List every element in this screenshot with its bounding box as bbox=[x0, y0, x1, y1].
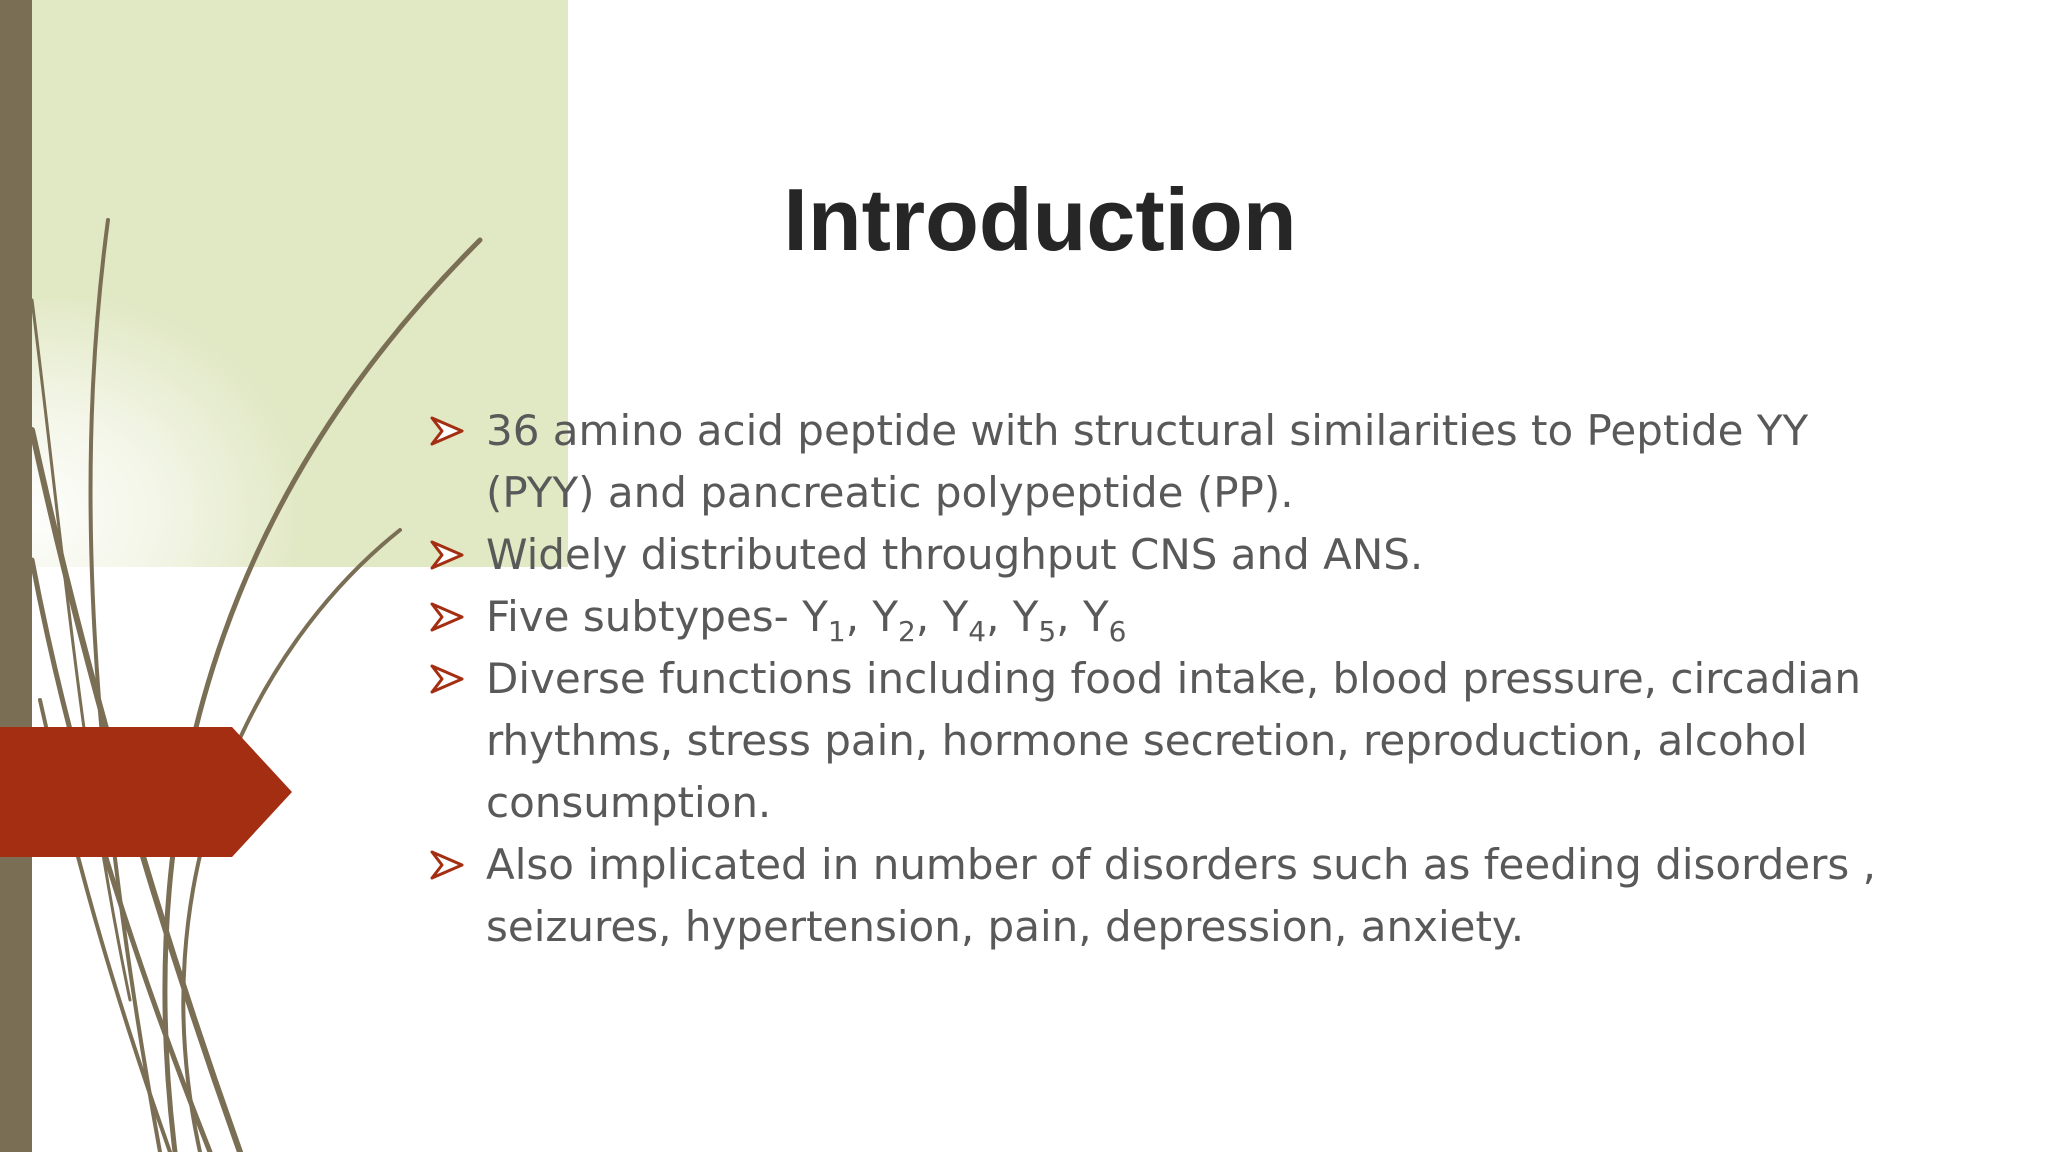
subtypes-prefix: Five subtypes- Y bbox=[486, 592, 828, 641]
bullet-item bbox=[430, 400, 1910, 524]
bullet-text: Diverse functions including food intake, blood pressure, circadian rhythms, stress pain, hormone secretion, reproduction, alcohol consumption. bbox=[486, 654, 1861, 827]
bullet-text: Widely distributed throughput CNS and ANS. bbox=[486, 530, 1424, 579]
subscript: 2 bbox=[898, 615, 916, 648]
separator: , Y bbox=[986, 592, 1039, 641]
arrowhead-bullet-icon bbox=[430, 848, 464, 882]
separator: , Y bbox=[915, 592, 969, 641]
slide-title: Introduction bbox=[783, 170, 1297, 269]
bullet-item bbox=[430, 524, 1910, 586]
arrowhead-bullet-icon bbox=[430, 538, 464, 572]
bullet-text bbox=[486, 592, 1127, 648]
bullet-item bbox=[430, 834, 1910, 958]
bullet-item bbox=[430, 648, 1910, 834]
subscript: 4 bbox=[968, 615, 987, 648]
arrowhead-bullet-icon bbox=[430, 662, 464, 696]
separator: , Y bbox=[1056, 592, 1109, 641]
arrowhead-bullet-icon bbox=[430, 414, 464, 448]
subscript: 6 bbox=[1108, 615, 1127, 648]
bullet-item bbox=[430, 586, 1910, 648]
subscript: 5 bbox=[1038, 615, 1057, 648]
subscript: 1 bbox=[827, 615, 846, 648]
bullet-text: Also implicated in number of disorders such as feeding disorders , seizures, hypertension, pain, depression, anxiety. bbox=[486, 840, 1876, 951]
bullet-text: 36 amino acid peptide with structural similarities to Peptide YY (PYY) and pancreatic polypeptide (PP). bbox=[486, 406, 1809, 517]
separator: , Y bbox=[845, 592, 899, 641]
arrowhead-bullet-icon bbox=[430, 600, 464, 634]
bullet-list bbox=[430, 400, 1910, 958]
